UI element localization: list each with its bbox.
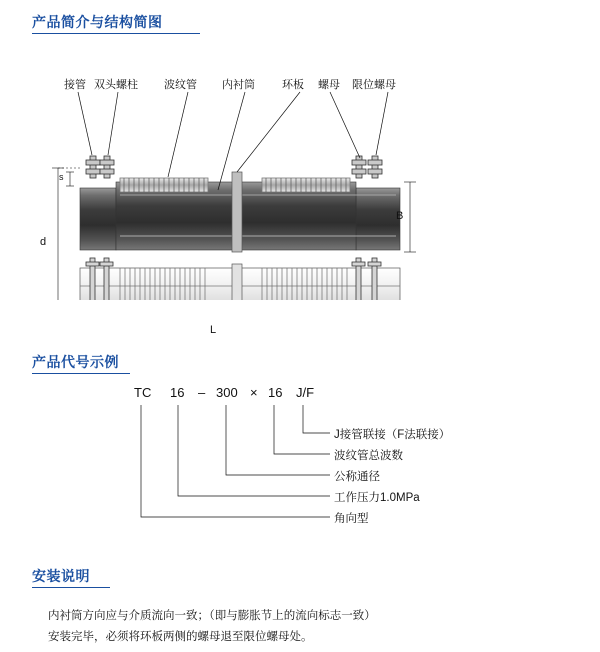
callout-label-3: 内衬筒 <box>222 79 255 91</box>
install-note-1: 安装完毕，必须将环板两侧的螺母退至限位螺母处。 <box>48 631 313 643</box>
code-token-4: × <box>250 385 258 400</box>
code-description-4: 角向型 <box>334 513 369 525</box>
structure-diagram <box>0 60 600 336</box>
page-title-code: 产品代号示例 <box>32 354 119 370</box>
code-token-3: 300 <box>216 385 238 400</box>
code-token-6: J/F <box>296 385 315 400</box>
dimension-label-L: L <box>210 324 217 336</box>
structure-diagram-svg <box>0 60 600 300</box>
callout-label-0: 接管 <box>64 79 86 91</box>
title-underline-intro <box>32 33 200 34</box>
callout-label-6: 限位螺母 <box>352 79 396 91</box>
code-description-3: 工作压力1.0MPa <box>334 492 420 504</box>
page-title-install: 安装说明 <box>32 568 90 584</box>
code-description-0: J接管联接（F法联接） <box>334 429 451 441</box>
callout-label-5: 螺母 <box>318 79 340 91</box>
code-leader-lines <box>0 375 600 535</box>
dimension-label-B: B <box>396 210 404 222</box>
code-token-0: TC <box>134 385 152 400</box>
code-description-1: 波纹管总波数 <box>334 450 403 462</box>
code-token-1: 16 <box>170 385 185 400</box>
install-note-0: 内衬筒方向应与介质流向一致；（即与膨胀节上的流向标志一致） <box>48 610 376 622</box>
code-token-5: 16 <box>268 385 283 400</box>
page-title-intro: 产品简介与结构简图 <box>32 14 163 30</box>
code-description-2: 公称通径 <box>334 471 380 483</box>
callout-label-4: 环板 <box>282 79 304 91</box>
dimension-label-s: s <box>59 172 64 182</box>
callout-label-2: 波纹管 <box>164 79 197 91</box>
callout-label-1: 双头螺柱 <box>94 79 138 91</box>
title-underline-install <box>32 587 110 588</box>
product-code-example <box>0 375 600 535</box>
title-underline-code <box>32 373 130 374</box>
code-token-2: – <box>198 385 206 400</box>
dimension-label-d: d <box>40 236 47 248</box>
